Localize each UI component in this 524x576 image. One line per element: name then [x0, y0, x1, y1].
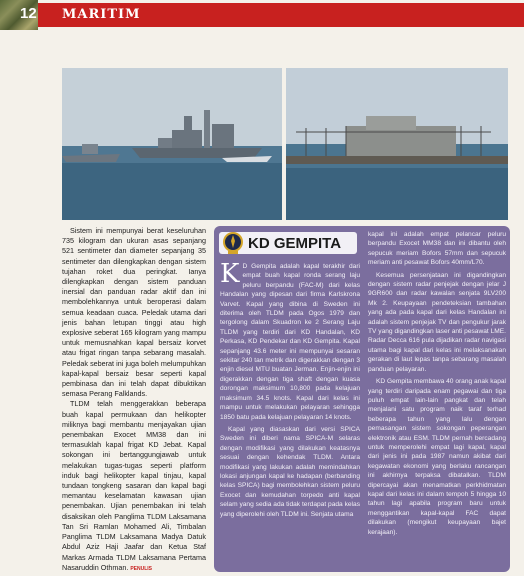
- author-credit: PENULIS: [130, 565, 152, 572]
- article-body-left: [62, 226, 206, 574]
- photo-target-barge: [286, 68, 508, 220]
- paragraph: Kapal yang diasaskan dari versi SPICA Sweden ini diberi nama SPICA-M selaras dengan modifikasi yang dilakukan keatasnya sesuai dengan kehendak TLDM. Antara modifikasi yang lakukan adalah memindahkan lokasi anjungan kapal ke hadapan (berbanding kelas SPICA) bagi membolehkan sistem peluru Exocet dan kemudahan torpedo anti kapal selam yang sedia ada tidak terdapat pada kelas yang diperolehi oleh TLDM ini. Senjata utama: [220, 425, 360, 518]
- box-text-column-2: [368, 230, 506, 540]
- box-text-column-1: [220, 259, 360, 522]
- paragraph: Kesemua persenjataan ini digandingkan dengan sistem radar penjejak dengan jelar J 9GR600 dan radar kawalan senjata 9LV200 Mk 2. Keupayaan pendeteksian tambahan yang ada pada kapal dari kelas Handalan ini adalah sistem penjejak TV dan pengukur jarak TV yang digandingkan laser anti pesawat LME. Radar Decca 616 pula dijadikan radar navigasi utama bagi kapal dari kelas ini melaksanakan gerakan di laut lepas tanpa sebarang masalah panduan pelayaran.: [368, 271, 506, 373]
- photo-warships: [62, 68, 282, 220]
- paragraph-text: TLDM telah menggerakkan beberapa buah kapal permukaan dan helikopter miliknya bagi membantu menjayakan ujian penembakan Exocet MM38 dan ini termasuklah kapal frigat KD Jebat. Kapal sokongan ini bertanggungjawab untuk melakukan tugas-tugas seperti platform induk bagi helikopter kapal tinjau, kapal tundaan tongkeng sasaran dan kapal bagi memantau keselamatan kawasan ujian penembakan. Ujian penembakan ini telah disaksikan oleh Panglima TLDM Laksamana Tan Sri Ramlan Mohamed Ali, Timbalan Panglima TLDM Laksamana Madya Datuk Abdul Aziz Haji Jaafar dan Ketua Staf Markas Armada TLDM Laksamana Pertama Nasaruddin Othman.: [62, 399, 206, 572]
- paragraph: KD Gempita membawa 40 orang anak kapal yang terdiri daripada enam pegawai dan tiga puluh empat lain-lain pangkat dan telah menjalani satu program naik taraf terhad beberapa tahun yang lalu dengan pemasangan sistem sokongan peperangan elektronik atau ESM. TLDM pernah bercadang untuk memperolehi empat lagi kapal, kapal dari jenis ini pada 1987 namun akibat dari kegawatan ekonomi yang berlaku rancangan ini akhirnya terpaksa dibatalkan. TLDM dipercayai akan menamatkan perkhidmatan kapal dari kelas ini dalam tempoh 5 hingga 10 tahun lagi apabila program baru untuk menggantikan kapal-kapal FAC dapat dilakukan (mengikut keupayaan bajet kerajaan).: [368, 378, 506, 536]
- box-title: KD GEMPITA: [248, 235, 342, 252]
- section-title: MARITIM: [62, 7, 141, 22]
- paragraph: Sistem ini mempunyai berat keseluruhan 735 kilogram dan ukuran asas sepanjang 521 sentimeter dan diameter sepanjang 35 sentimeter dan dilengkapkan dengan sistem tujahan roket dua peringkat. Ianya dilengkapkan dengan sistem panduan inersial dan panduan radar aktif dan ini membolehkannya untuk beroperasi dalam semua keadaan cuaca. Peledak utama dari jenis bahan letupan tinggi atau high explosive seberat 165 kilogram yang mampu untuk memusnahkan kapal bersaiz korvet atau frigat ringan tanpa sebarang masalah. Peledak seberat ini juga boleh melumpuhkan kapal-kapal bersaiz besar seperti kapal pembinasa dan ini telah dapat dibuktikan semasa Perang Falklands.: [62, 226, 206, 399]
- page-number: 12: [20, 5, 37, 22]
- drop-cap: K: [220, 259, 240, 289]
- paragraph: [220, 259, 360, 422]
- page-header: [0, 0, 524, 30]
- paragraph: [62, 399, 206, 573]
- paragraph-text: D Gempita adalah kapal terakhir dari empat buah kapal ronda serang laju peluru berpandu (FAC-M) dari kelas Handalan yang dipesan dari firma Karlskrona Varvet. Kapal yang dibina di Sweden ini diterima oleh TLDM pada Ogos 1979 dan tergolong dalam Skuadron ke 2 Serang Laju TLDM yang terdiri dari KD Handalan, KD Perkasa, KD Pendekar dan KD Gempita. Kapal sepanjang 43.6 meter ini mempunyai sesaran sekitar 240 tan metrik dan digerakkan dengan 3 enjin diesel MTU buatan Jerman. Enjin-enjin ini digerakkan dengan tiga shaft dengan kuasa dorongan maksimum 10,800 pada kelajuan maksimum 34.5 knots. Kapal dari kelas ini mampu untuk melakukan pelayaran sehingga 1850 batu pada kelajuan pelayaran 14 knots.: [220, 263, 360, 421]
- navy-emblem-icon: [222, 230, 244, 256]
- paragraph: kapal ini adalah empat pelancar peluru berpandu Exocet MM38 dan ini dibantu oleh sepucuk meriam Bofors 57mm dan sepucuk meriam anti pesawat Bofors 40mm/L70.: [368, 231, 506, 267]
